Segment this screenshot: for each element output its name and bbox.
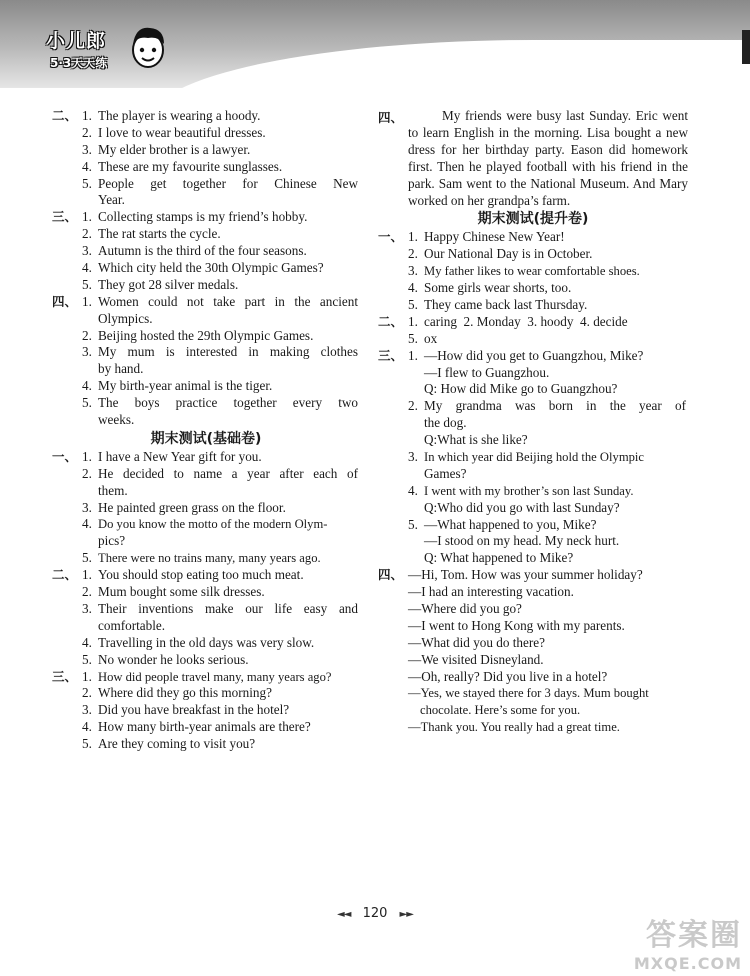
answer-text: Q:Who did you go with last Sunday? bbox=[424, 499, 620, 515]
answer-text: They came back last Thursday. bbox=[424, 297, 588, 312]
section-label: 四、 bbox=[52, 293, 78, 309]
answer-text: How did people travel many, many years ago? bbox=[98, 669, 332, 684]
answer-text: weeks. bbox=[98, 412, 135, 428]
dialogue-line: —Thank you. You really had a great time. bbox=[408, 720, 620, 735]
answer-text: ox bbox=[424, 330, 438, 346]
answer-text: He decided to name a year after each of bbox=[98, 465, 358, 481]
answer-text: Olympics. bbox=[98, 310, 153, 326]
answer-text: You should stop eating too much meat. bbox=[98, 567, 304, 583]
answer-text: —I flew to Guangzhou. bbox=[424, 364, 550, 380]
answer-section-4-paragraph bbox=[378, 108, 688, 209]
answer-text: People get together for Chinese New bbox=[98, 175, 358, 191]
item-number: 2. bbox=[82, 327, 92, 343]
item-number: 3. bbox=[82, 141, 92, 157]
answer-text: Happy Chinese New Year! bbox=[424, 229, 565, 245]
answer-text: Q:What is she like? bbox=[424, 432, 528, 448]
answer-text: He painted green grass on the floor. bbox=[98, 499, 286, 515]
header-tab bbox=[742, 30, 750, 64]
answer-text: Autumn is the third of the four seasons. bbox=[98, 243, 307, 259]
answer-text: My elder brother is a lawyer. bbox=[98, 141, 251, 157]
item-number: 5. bbox=[82, 550, 92, 566]
right-column bbox=[378, 108, 688, 736]
answer-text: Which city held the 30th Olympic Games? bbox=[98, 260, 324, 276]
dialogue-line: —We visited Disneyland. bbox=[408, 651, 544, 667]
item-number: 5. bbox=[408, 297, 418, 312]
mascot-icon bbox=[128, 24, 168, 72]
item-number: 2. bbox=[408, 398, 418, 414]
dialogue-line: —What did you do there? bbox=[408, 634, 545, 650]
item-number: 3. bbox=[82, 243, 92, 259]
answer-text: pics? bbox=[98, 533, 126, 549]
answer-text: There were no trains many, many years ago. bbox=[98, 551, 321, 566]
answer-text: The rat starts the cycle. bbox=[98, 226, 221, 242]
basic-section-3 bbox=[52, 669, 360, 753]
item-number: 4. bbox=[82, 260, 92, 276]
answer-text: Are they coming to visit you? bbox=[98, 736, 256, 752]
section-label: 二、 bbox=[378, 313, 404, 329]
section-label: 一、 bbox=[378, 229, 404, 245]
answer-text: the dog. bbox=[424, 415, 467, 431]
item-number: 3. bbox=[408, 263, 418, 279]
answer-text: My father likes to wear comfortable shoes. bbox=[424, 264, 640, 279]
answer-text: How many birth-year animals are there? bbox=[98, 719, 311, 735]
item-number: 1. bbox=[82, 448, 92, 464]
item-number: 5. bbox=[408, 330, 418, 346]
item-number: 5. bbox=[82, 736, 92, 752]
next-page-icon: ►► bbox=[399, 909, 413, 920]
item-number: 3. bbox=[82, 344, 92, 360]
item-number: 4. bbox=[82, 634, 92, 650]
item-number: 4. bbox=[82, 378, 92, 394]
answer-text: Some girls wear shorts, too. bbox=[424, 280, 572, 296]
dialogue-line: —I had an interesting vacation. bbox=[408, 584, 574, 600]
section-label: 三、 bbox=[378, 347, 404, 363]
item-number: 3. bbox=[82, 600, 92, 616]
basic-section-2 bbox=[52, 567, 360, 668]
answer-text: —How did you get to Guangzhou, Mike? bbox=[424, 347, 644, 363]
answer-text: These are my favourite sunglasses. bbox=[98, 158, 283, 174]
item-number: 1. bbox=[82, 668, 92, 684]
page-number: 120 bbox=[362, 906, 388, 921]
item-number: 5. bbox=[82, 651, 92, 667]
answer-text: Our National Day is in October. bbox=[424, 246, 593, 262]
answer-text: My grandma was born in the year of bbox=[424, 398, 686, 414]
item-number: 5. bbox=[82, 175, 92, 191]
answer-text: In which year did Beijing hold the Olympic bbox=[424, 450, 644, 465]
answer-section-4 bbox=[52, 294, 360, 429]
dialogue-line: chocolate. Here’s some for you. bbox=[420, 703, 581, 718]
item-number: 1. bbox=[408, 347, 418, 363]
answer-text: Where did they go this morning? bbox=[98, 685, 272, 701]
item-number: 4. bbox=[82, 516, 92, 532]
answer-text: The player is wearing a hoody. bbox=[98, 108, 261, 123]
item-number: 2. bbox=[82, 465, 92, 481]
dialogue-line: —I went to Hong Kong with my parents. bbox=[408, 617, 625, 633]
answer-text: Women could not take part in the ancient bbox=[98, 293, 358, 309]
item-number: 3. bbox=[408, 449, 418, 465]
item-number: 1. bbox=[82, 108, 92, 123]
answer-section-2 bbox=[52, 108, 360, 209]
item-number: 2. bbox=[408, 246, 418, 262]
advanced-section-3 bbox=[378, 348, 688, 568]
watermark-url: MXQE.COM bbox=[633, 954, 742, 973]
advanced-section-1 bbox=[378, 229, 688, 313]
section-heading-basic: 期末测试(基础卷) bbox=[150, 430, 262, 447]
paragraph-text: My friends were busy last Sunday. Eric went to learn English in the morning. Lisa bought a new dress for her birthday party. Eason did homework first. Then he played football with his friend in the park. Sam went to the National Museum. And Mary worked on her grandpa’s farm. bbox=[408, 108, 688, 208]
answer-text: Their inventions make our life easy and bbox=[98, 600, 358, 616]
answer-text: The boys practice together every two bbox=[98, 395, 358, 411]
section-label: 二、 bbox=[52, 108, 78, 123]
section-label: 三、 bbox=[52, 668, 78, 684]
dialogue-line: —Oh, really? Did you live in a hotel? bbox=[408, 668, 608, 684]
dialogue-line: —Yes, we stayed there for 3 days. Mum bought bbox=[408, 686, 649, 701]
item-number: 1. bbox=[82, 567, 92, 583]
answer-text: Do you know the motto of the modern Olym- bbox=[98, 517, 328, 532]
item-number: 3. bbox=[82, 702, 92, 718]
section-heading-advanced: 期末测试(提升卷) bbox=[477, 211, 589, 228]
dialogue-line: —Hi, Tom. How was your summer holiday? bbox=[408, 567, 643, 583]
item-number: 2. bbox=[82, 124, 92, 140]
prev-page-icon: ◄◄ bbox=[337, 909, 351, 920]
answer-text: —What happened to you, Mike? bbox=[424, 516, 597, 532]
answer-section-3 bbox=[52, 209, 360, 293]
item-number: 5. bbox=[408, 516, 418, 532]
answer-text: Q: How did Mike go to Guangzhou? bbox=[424, 381, 618, 397]
item-number: 2. bbox=[82, 584, 92, 600]
advanced-section-2 bbox=[378, 314, 688, 348]
section-label: 二、 bbox=[52, 567, 78, 583]
answer-text: My mum is interested in making clothes bbox=[98, 344, 358, 360]
answer-text: They got 28 silver medals. bbox=[98, 276, 239, 292]
item-number: 1. bbox=[408, 229, 418, 245]
item-number: 2. bbox=[82, 226, 92, 242]
answer-text: Travelling in the old days was very slow. bbox=[98, 634, 315, 650]
logo-subtitle: 5·3天天练 bbox=[50, 56, 108, 70]
answer-text: Q: What happened to Mike? bbox=[424, 550, 574, 566]
item-number: 1. bbox=[408, 313, 418, 329]
item-number: 4. bbox=[82, 719, 92, 735]
item-number: 5. bbox=[82, 276, 92, 292]
answer-text: caring 2. Monday 3. hoody 4. decide bbox=[424, 313, 628, 329]
answer-text: them. bbox=[98, 482, 128, 498]
watermark-logo-text: 答案圈 bbox=[646, 918, 742, 953]
item-number: 1. bbox=[82, 209, 92, 225]
item-number: 4. bbox=[408, 280, 418, 296]
left-column bbox=[52, 108, 360, 753]
answer-text: My birth-year animal is the tiger. bbox=[98, 378, 273, 394]
answer-text: Games? bbox=[424, 465, 467, 481]
item-number: 2. bbox=[82, 685, 92, 701]
answer-text: Year. bbox=[98, 192, 125, 208]
answer-text: Beijing hosted the 29th Olympic Games. bbox=[98, 327, 314, 343]
item-number: 4. bbox=[408, 482, 418, 498]
item-number: 5. bbox=[82, 395, 92, 411]
section-label: 四、 bbox=[378, 110, 404, 125]
logo-title: 小儿郎 bbox=[46, 30, 107, 52]
answer-text: Mum bought some silk dresses. bbox=[98, 584, 265, 600]
answer-text: No wonder he looks serious. bbox=[98, 651, 249, 667]
answer-text: Did you have breakfast in the hotel? bbox=[98, 702, 290, 718]
basic-section-1 bbox=[52, 449, 360, 567]
watermark bbox=[592, 910, 742, 972]
dialogue-line: —Where did you go? bbox=[408, 601, 522, 617]
answer-text: by hand. bbox=[98, 361, 144, 377]
item-number: 4. bbox=[82, 158, 92, 174]
brand-logo bbox=[40, 22, 170, 76]
item-number: 1. bbox=[82, 293, 92, 309]
section-label: 一、 bbox=[52, 448, 78, 464]
answer-text: I have a New Year gift for you. bbox=[98, 448, 262, 464]
section-label: 三、 bbox=[52, 209, 78, 225]
advanced-section-4 bbox=[378, 567, 688, 736]
section-label: 四、 bbox=[378, 567, 404, 583]
answer-text: —I stood on my head. My neck hurt. bbox=[424, 533, 620, 549]
item-number: 3. bbox=[82, 499, 92, 515]
answer-text: comfortable. bbox=[98, 617, 166, 633]
answer-text: I love to wear beautiful dresses. bbox=[98, 124, 266, 140]
answer-text: I went with my brother’s son last Sunday. bbox=[424, 483, 634, 498]
answer-text: Collecting stamps is my friend’s hobby. bbox=[98, 209, 308, 225]
